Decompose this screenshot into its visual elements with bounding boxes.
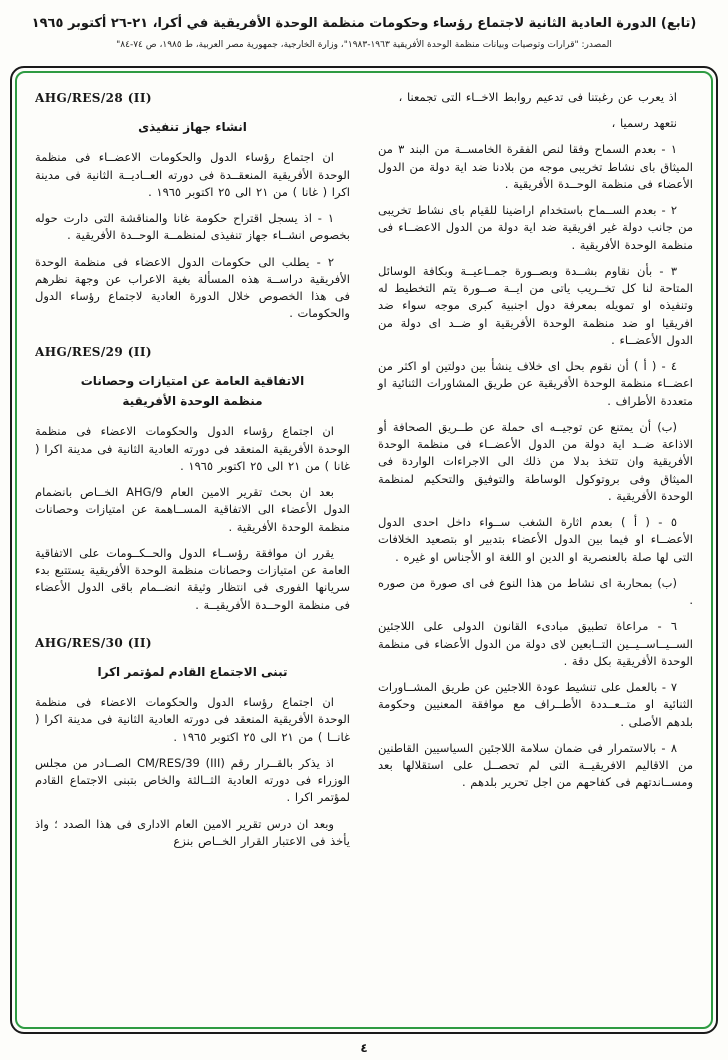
oath-item-8: ٨ - بالاستمرار فى ضمان سلامة اللاجئين السياسيين القاطنين من الاقاليم الافريقيــة التى لم تحصــل على استقلالها بعد ومســاندتهم فى كفاحهم من اجل تحرير بلدهم .: [378, 740, 693, 790]
right-column: [378, 89, 693, 1019]
res30-title: تبنى الاجتماع القادم لمؤتمر اكرا: [97, 664, 288, 679]
oath-item-6: ٦ - مراعاة تطبيق مبادىء القانون الدولى على اللاجئين الســيــاســيــين التــابعين لاى دولة من الدول الأعضاء فى منظمة الوحدة الأفريقية بكل دقة .: [378, 619, 693, 668]
oath-item-1: ١ - بعدم السماح وفقا لنص الفقرة الخامســة من البند ٣ من الميثاق باى نشاط تخريبى موجه من بلادنا ضد اية دولة من الدول الأعضاء فى منظمة الوحــدة الأفريقية .: [378, 142, 693, 191]
res29-title: [35, 371, 350, 412]
document-title: (تابع) الدورة العادية الثانية لاجتماع رؤساء وحكومات منظمة الوحدة الأفريقية في أكرا، ٢١-٢٦ أكتوبر ١٩٦٥: [31, 16, 697, 31]
res29-para-1: ان اجتماع رؤساء الدول والحكومات الاعضاء فى منظمة الوحدة الأفريقية المنعقد فى دورته العادية الثانية فى مدينة اكرا ( غانا ) من ٢١ الى ٢٥ اكتوبر ١٩٦٥ .: [35, 424, 350, 473]
res28-title: انشاء جهاز تنفيذى: [138, 119, 247, 134]
res28-para-1: ان اجتماع رؤساء الدول والحكومات الاعضــاء فى منظمة الوحدة الأفريقية المنعقــدة فى دورته العــاديــة الثانية فى مدينة اكرا ( غانا ) من ٢١ الى ٢٥ اكتوبر ١٩٦٥ .: [35, 150, 350, 199]
oath-item-7: ٧ - بالعمل على تنشيط عودة اللاجئين عن طريق المشــاورات الثنائية او متــعــددة الأطــراف مع موافقة المعنيين وحكومة بلدهم الأصلى .: [378, 680, 693, 729]
res30-para-2: اذ يذكر بالقــرار رقم CM/RES/39 (III) الصــادر من مجلس الوزراء فى دورته العادية الثــالثة والخاص بتبنى الاجتماع القادم لمؤتمر اكرا .: [35, 755, 350, 805]
oath-item-4a: ٤ - ( أ ) أن نقوم بحل اى خلاف ينشأ بين دولتين او اكثر من اعضــاء منظمة الوحدة الأفريقية عن طريق المشاورات الثنائية او متعددة الأطراف .: [378, 359, 693, 408]
content-frame-outer-border: [10, 66, 718, 1034]
res29-title-line1: الاتفاقية العامة عن امتيازات وحصانات: [80, 373, 305, 388]
page-footer: [8, 1034, 720, 1060]
res30-para-3: وبعد ان درس تقرير الامين العام الادارى فى هذا الصدد ؛ واذ يأخذ فى الاعتبار القرار الخــاص بنزع: [35, 816, 350, 848]
res30-para-1: ان اجتماع رؤساء الدول والحكومات الاعضاء فى منظمة الوحدة الأفريقية المنعقد فى دورته العادية الثانية فى مدينة اكرا ( غانــا ) من ٢١ الى ٢٥ اكتوبر ١٩٦٥ .: [35, 695, 350, 744]
res28-para-3: ٢ - يطلب الى حكومات الدول الاعضاء فى منظمة الوحدة الأفريقية دراســة هذه المسألة بغية الاعراب عن وجهة نظرهم فى هذا الخصوص خلال الدورة العادية لاجتماع رؤساء الدول والحكومات .: [35, 254, 350, 321]
res28-para-2: ١ - اذ يسجل اقتراح حكومة غانا والمناقشة التى دارت حوله بخصوص انشــاء جهاز تنفيذى لمنظمــة الوحــدة الأفريقية .: [35, 211, 350, 243]
oath-pledge-line: نتعهد رسميا ،: [611, 116, 677, 131]
page-number: ٤: [360, 1041, 368, 1055]
oath-item-3: ٣ - بأن نقاوم بشــدة وبصــورة جمــاعيــة وبكافة الوسائل المتاحة لنا كل تخــريب ياتى من ايــة صــورة يتم التخطيط له وتنفيذه او تمويله بمعرفة دول اجنبية كبرى موجه سواء ضد افريقيا او ضد منظمة الوحدة الأفريقية او ضــد اى دولة من الدول الأعضــاء .: [378, 263, 693, 347]
document-source-line: المصدر: "قرارات وتوصيات وبيانات منظمة الوحدة الأفريقية ١٩٦٣-١٩٨٣"، وزارة الخارجية، جمهورية مصر العربية، ط ١٩٨٥، ص ٧٤-٨٤": [116, 39, 612, 50]
res29-para-3: يقرر ان موافقة رؤســاء الدول والحــكــومات على الاتفاقية العامة عن امتيازات وحصانات منظمة الوحدة الأفريقية يستتبع بدء سريانها الفورى فى انتظار وثيقة انضــمام باقى الدول الأعضاء فى منظمة الوحــدة الأفريقيــة .: [35, 545, 350, 612]
res30-code: AHG/RES/30 (II): [35, 635, 152, 650]
two-column-layout: [35, 89, 693, 1019]
res29-para-2: بعد ان بحث تقرير الامين العام AHG/9 الخــاص بانضمام الدول الأعضاء الى الاتفاقية المســاهمة عن امتيازات وحصانات منظمة الوحدة الأفريقية .: [35, 485, 350, 534]
document-header: [14, 16, 714, 50]
oath-item-2: ٢ - بعدم الســماح باستخدام اراضينا للقيام باى نشاط تخريبى من جانب دولة غير افريقية ضد اية دولة من الدول الاعضــاء فى منظمة الوحدة الأفريقية .: [378, 203, 693, 252]
oath-intro-paragraph: اذ يعرب عن رغبتنا فى تدعيم روابط الاخــاء التى تجمعنا ،: [398, 89, 677, 104]
oath-item-4b: (ب) أن يمتنع عن توجيــه اى حملة عن طــريق الصحافة أو الاذاعة ضــد اية دولة من الدول الأعضــاء فى منظمة الوحدة الأفريقية وان تتخذ بدلا من ذلك الى الاجراءات الواردة فى الميثاق وفى بروتوكول الوساطة والتوفيق والتحكيم لمنظمة الوحدة الأفريقية .: [378, 419, 693, 503]
res28-code: AHG/RES/28 (II): [35, 90, 152, 105]
oath-item-5b: (ب) بمحاربة اى نشاط من هذا النوع فى اى صورة من صوره .: [378, 575, 693, 608]
res29-title-line2: منظمة الوحدة الأفريقية: [122, 393, 263, 408]
left-column: [35, 89, 350, 1019]
oath-item-5a: ٥ - ( أ ) بعدم اثارة الشغب ســواء داخل احدى الدول الأعضــاء او فيما بين الدول الأعضاء بتدبير او بتصعيد الخلافات التى لها صلة بالعنصرية او الدين او اللغة او الأجناس او غيره .: [378, 515, 693, 564]
res29-code: AHG/RES/29 (II): [35, 344, 152, 359]
content-frame-inner-green-border: [15, 71, 713, 1029]
